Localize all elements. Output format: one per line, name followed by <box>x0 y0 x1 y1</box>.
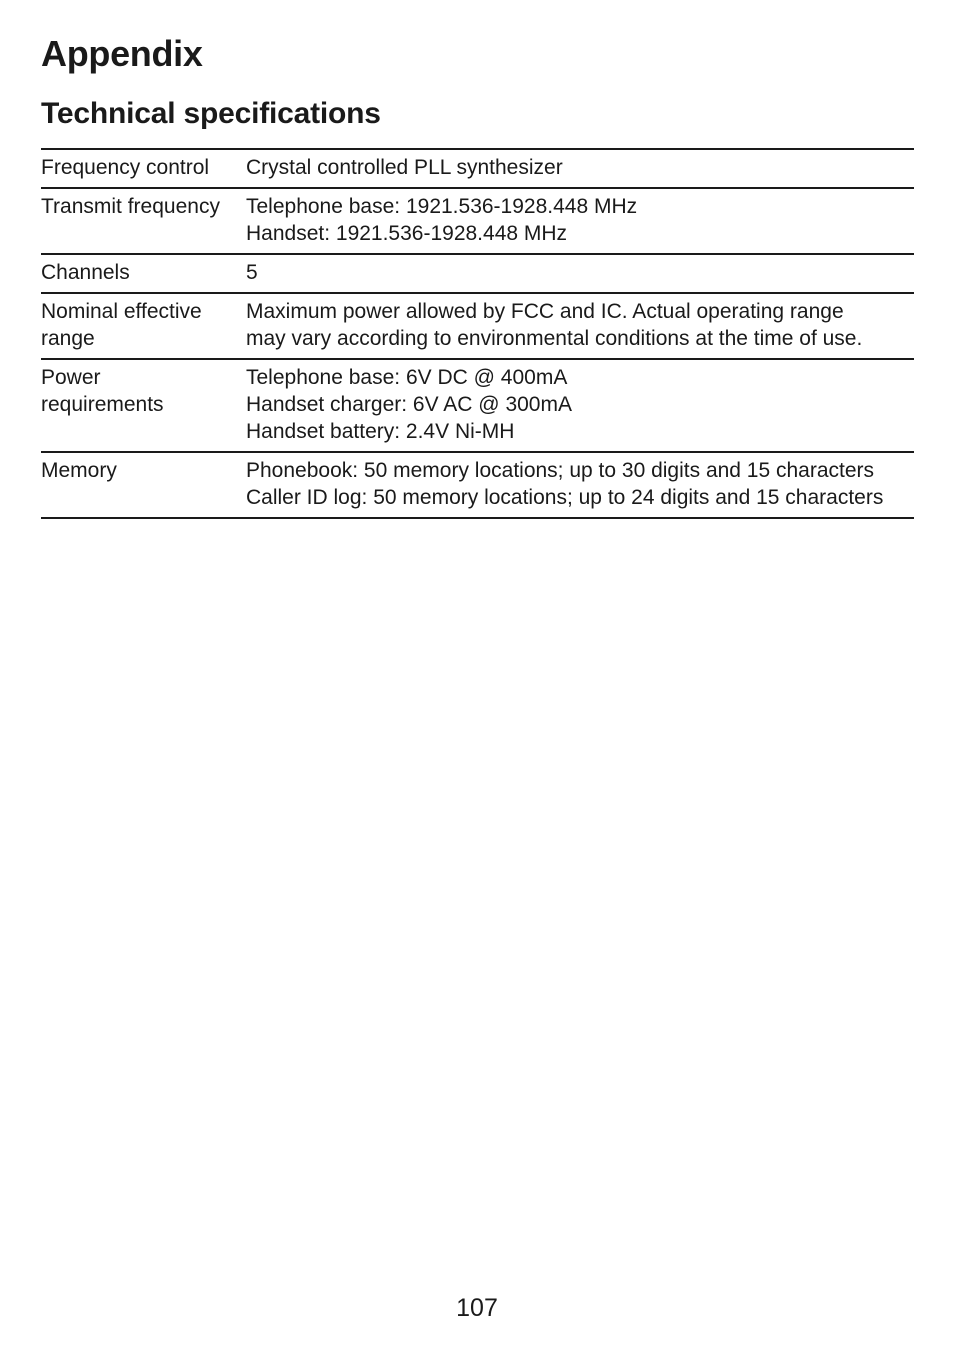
spec-values <box>246 154 914 181</box>
spec-value-line: Telephone base: 1921.536-1928.448 MHz <box>246 195 638 218</box>
spec-row-memory <box>41 453 914 519</box>
spec-values <box>246 193 914 247</box>
spec-label: Memory <box>41 459 117 482</box>
spec-value-line: Handset: 1921.536-1928.448 MHz <box>246 222 568 245</box>
page-title: Appendix <box>41 33 203 74</box>
page-number: 107 <box>456 1294 498 1322</box>
spec-value-line: Crystal controlled PLL synthesizer <box>246 156 563 179</box>
spec-table <box>41 148 914 519</box>
spec-value-line: Phonebook: 50 memory locations; up to 30 digits and 15 characters <box>246 459 875 482</box>
spec-row-power-requirements <box>41 360 914 453</box>
spec-row-frequency-control <box>41 150 914 189</box>
spec-value-line: Caller ID log: 50 memory locations; up to 24 digits and 15 characters <box>246 486 884 509</box>
spec-row-nominal-effective-range <box>41 294 914 360</box>
spec-label: Transmit frequency <box>41 195 220 218</box>
spec-values <box>246 364 914 445</box>
spec-row-transmit-frequency <box>41 189 914 255</box>
section-title: Technical specifications <box>41 97 381 130</box>
spec-values <box>246 457 914 511</box>
spec-value-line: may vary according to environmental conditions at the time of use. <box>246 327 863 350</box>
spec-values <box>246 259 914 286</box>
spec-values <box>246 298 914 352</box>
spec-value-line: Maximum power allowed by FCC and IC. Actual operating range <box>246 300 844 323</box>
spec-value-line: 5 <box>246 261 258 284</box>
spec-label: Channels <box>41 261 130 284</box>
spec-row-channels <box>41 255 914 294</box>
spec-value-line: Handset charger: 6V AC @ 300mA <box>246 393 572 416</box>
spec-value-line: Handset battery: 2.4V Ni-MH <box>246 420 515 443</box>
spec-label: Power requirements <box>41 366 164 416</box>
spec-label: Nominal effective range <box>41 300 202 350</box>
spec-label: Frequency control <box>41 156 210 179</box>
spec-value-line: Telephone base: 6V DC @ 400mA <box>246 366 568 389</box>
